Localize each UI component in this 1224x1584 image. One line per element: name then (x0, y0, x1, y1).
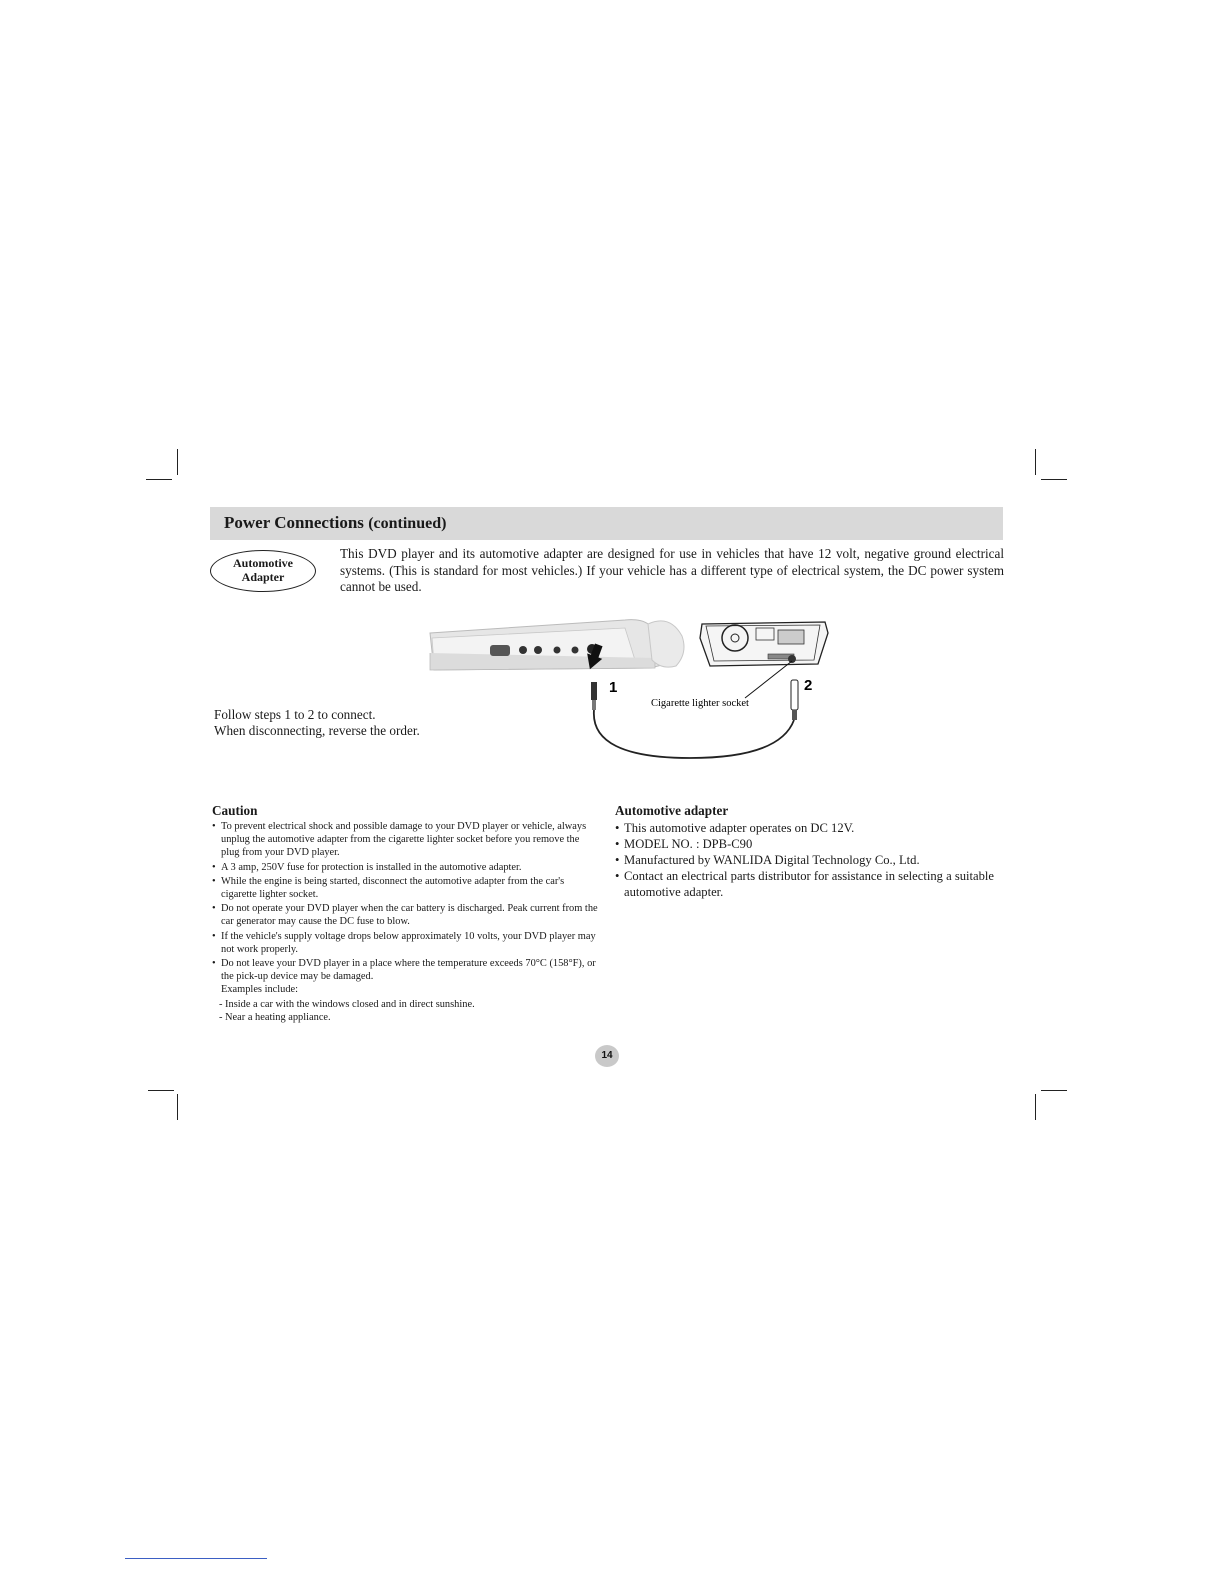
caution-item-text: A 3 amp, 250V fuse for protection is installed in the automotive adapter. (221, 861, 522, 873)
crop-mark (148, 1090, 174, 1091)
section-title (224, 513, 446, 533)
example-item: - Near a heating appliance. (219, 1011, 331, 1023)
crop-mark (146, 479, 172, 480)
automotive-adapter-badge (210, 550, 316, 592)
caution-item: • Do not leave your DVD player in a place where the temperature exceeds 70°C (158°F), or the pick-up device may be damaged. Examples include: (212, 957, 600, 997)
crop-mark (1041, 1090, 1067, 1091)
bottom-rule (125, 1558, 267, 1559)
crop-mark (1035, 449, 1036, 475)
caution-item: • To prevent electrical shock and possible damage to your DVD player or vehicle, always unplug the automotive adapter from the cigarette lighter socket before you remove the plug from your DVD player. (212, 821, 587, 859)
crop-mark (177, 449, 178, 475)
section-header (210, 507, 1003, 540)
connection-steps (214, 707, 420, 739)
caution-item-text: Do not operate your DVD player when the car battery is discharged. Peak current from the car generator may cause the DC fuse to blow. (221, 903, 598, 928)
adapter-item: • This automotive adapter operates on DC 12V. (615, 821, 855, 835)
intro-paragraph (340, 546, 1004, 596)
adapter-item-text: This automotive adapter operates on DC 12V. (624, 821, 855, 835)
badge-line-2: Adapter (241, 570, 285, 584)
crop-mark (1035, 1094, 1036, 1120)
example-item: - Inside a car with the windows closed and in direct sunshine. (219, 998, 475, 1010)
section-title-text: Power Connections (224, 513, 364, 532)
connection-illustration (420, 608, 840, 775)
adapter-title: Automotive adapter (615, 803, 729, 818)
caution-item: • If the vehicle's supply voltage drops below approximately 10 volts, your DVD player may not work properly. (212, 930, 596, 955)
caution-section (212, 803, 600, 1024)
connection-diagram (420, 608, 840, 770)
intro-text: This DVD player and its automotive adapter are designed for use in vehicles that have 12 volt, negative ground electrical systems. (This is standard for most vehicles.) If your vehicle has a different type of electrical system, the DC power system cannot be used. (340, 546, 1004, 594)
steps-line-2: When disconnecting, reverse the order. (214, 723, 420, 738)
crop-mark (177, 1094, 178, 1120)
step-1-label: 1 (609, 679, 618, 696)
adapter-item: • Manufactured by WANLIDA Digital Technology Co., Ltd. (615, 853, 920, 867)
crop-mark (1041, 479, 1067, 480)
caution-item: • While the engine is being started, disconnect the automotive adapter from the car's cigarette lighter socket. (212, 875, 565, 901)
adapter-item-text: MODEL NO. : DPB-C90 (624, 837, 753, 851)
page-number: 14 (595, 1045, 619, 1067)
caution-title: Caution (212, 803, 258, 818)
adapter-cable-illustration (591, 680, 798, 758)
caution-item-text: To prevent electrical shock and possible damage to your DVD player or vehicle, always unplug the automotive adapter from the cigarette lighter socket before you remove the plug from your DVD player. (221, 821, 587, 859)
adapter-list (615, 820, 995, 900)
section-title-suffix: (continued) (368, 515, 447, 532)
dvd-player-illustration (430, 620, 684, 672)
adapter-item: • Contact an electrical parts distributor for assistance in selecting a suitable automotive adapter. (615, 869, 994, 899)
step-2-label: 2 (804, 677, 813, 694)
caution-item: • Do not operate your DVD player when the car battery is discharged. Peak current from the car generator may cause the DC fuse to blow. (212, 903, 598, 928)
cigarette-lighter-socket-label: Cigarette lighter socket (651, 698, 749, 709)
examples-block (221, 983, 600, 996)
caution-item-text: If the vehicle's supply voltage drops below approximately 10 volts, your DVD player may not work properly. (221, 930, 596, 955)
caution-list (212, 820, 600, 997)
adapter-item-text: Contact an electrical parts distributor for assistance in selecting a suitable automotive adapter. (624, 869, 994, 899)
steps-line-1: Follow steps 1 to 2 to connect. (214, 707, 376, 722)
examples-list (212, 998, 600, 1024)
caution-item-text: Do not leave your DVD player in a place where the temperature exceeds 70°C (158°F), or the pick-up device may be damaged. (221, 958, 596, 983)
adapter-item-text: Manufactured by WANLIDA Digital Technology Co., Ltd. (624, 853, 920, 867)
automotive-adapter-section (615, 803, 995, 900)
badge-line-1: Automotive (233, 556, 293, 570)
caution-item: • A 3 amp, 250V fuse for protection is installed in the automotive adapter. (212, 861, 522, 873)
examples-label: Examples include: (221, 984, 299, 996)
caution-item-text: While the engine is being started, disconnect the automotive adapter from the car's cigarette lighter socket. (221, 875, 565, 901)
adapter-item: • MODEL NO. : DPB-C90 (615, 837, 753, 851)
